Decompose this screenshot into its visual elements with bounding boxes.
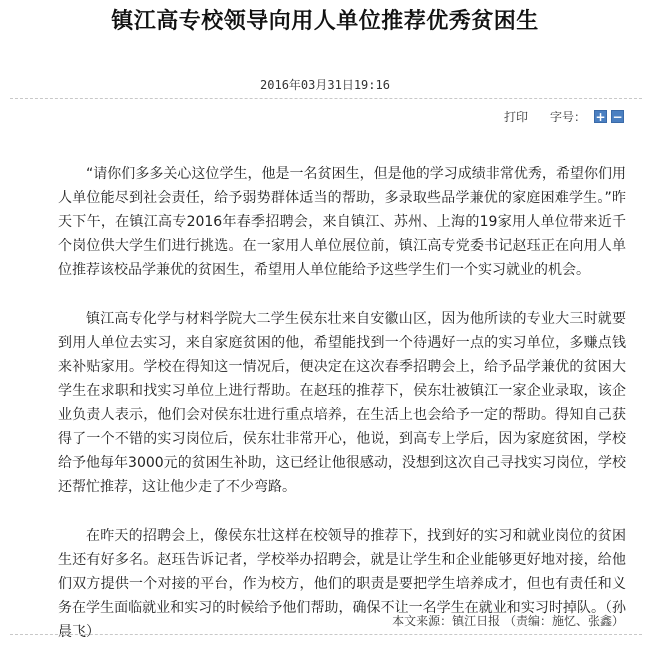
font-size-label: 字号： <box>549 110 586 124</box>
header-divider <box>10 98 642 99</box>
print-link[interactable]: 打印 <box>503 110 528 124</box>
article-body <box>58 162 626 669</box>
publish-datetime: 2016年03月31日19:16 <box>260 78 390 92</box>
article-title: 镇江高专校领导向用人单位推荐优秀贫困生 <box>111 9 539 34</box>
article-paragraph-3: 在昨天的招聘会上，像侯东壮这样在校领导的推荐下，找到好的实习和就业岗位的贫困生还有好多名。赵珏告诉记者，学校举办招聘会，就是让学生和企业能够更好地对接，给他们双方提供一个对接的平台，作为校方，他们的职责是要把学生培养成才，但也有责任和义务在学生面临就业和实习的时候给予他们帮助，确保不让一名学生在就业和实习时掉队。（孙晨飞） <box>58 528 626 640</box>
font-decrease-button[interactable]: − <box>612 110 623 124</box>
article-toolbar <box>504 108 624 125</box>
footer-divider <box>10 634 642 635</box>
font-increase-button[interactable]: + <box>595 110 606 124</box>
article-paragraph-2: 镇江高专化学与材料学院大二学生侯东壮来自安徽山区，因为他所读的专业大三时就要到用人单位去实习，来自家庭贫困的他，希望能找到一个待遇好一点的实习单位，多赚点钱来补贴家用。学校在得知这一情况后，便决定在这次春季招聘会上，给予品学兼优的贫困大学生在求职和找实习单位上进行帮助。在赵珏的推荐下，侯东壮被镇江一家企业录取，该企业负责人表示，他们会对侯东壮进行重点培养，在生活上也会给予一定的帮助。得知自己获得了一个不错的实习岗位后，侯东壮非常开心，他说，到高专上学后，因为家庭贫困，学校给予他每年3000元的贫困生补助，这已经让他很感动，没想到这次自己寻找实习岗位，学校还帮忙推荐，这让他少走了不少弯路。 <box>58 311 626 495</box>
source-credit: 本文来源：镇江日报 （责编：施忆、张鑫） <box>392 614 624 628</box>
article-paragraph-1: “请你们多多关心这位学生，他是一名贫困生，但是他的学习成绩非常优秀，希望你们用人单位能尽到社会责任，给予弱势群体适当的帮助，多录取些品学兼优的家庭困难学生。”昨天下午，在镇江高专2016年春季招聘会，来自镇江、苏州、上海的19家用人单位带来近千个岗位供大学生们进行挑选。在一家用人单位展位前，镇江高专党委书记赵珏正在向用人单位推荐该校品学兼优的贫困生，希望用人单位能给予这些学生们一个实习就业的机会。 <box>58 166 626 278</box>
